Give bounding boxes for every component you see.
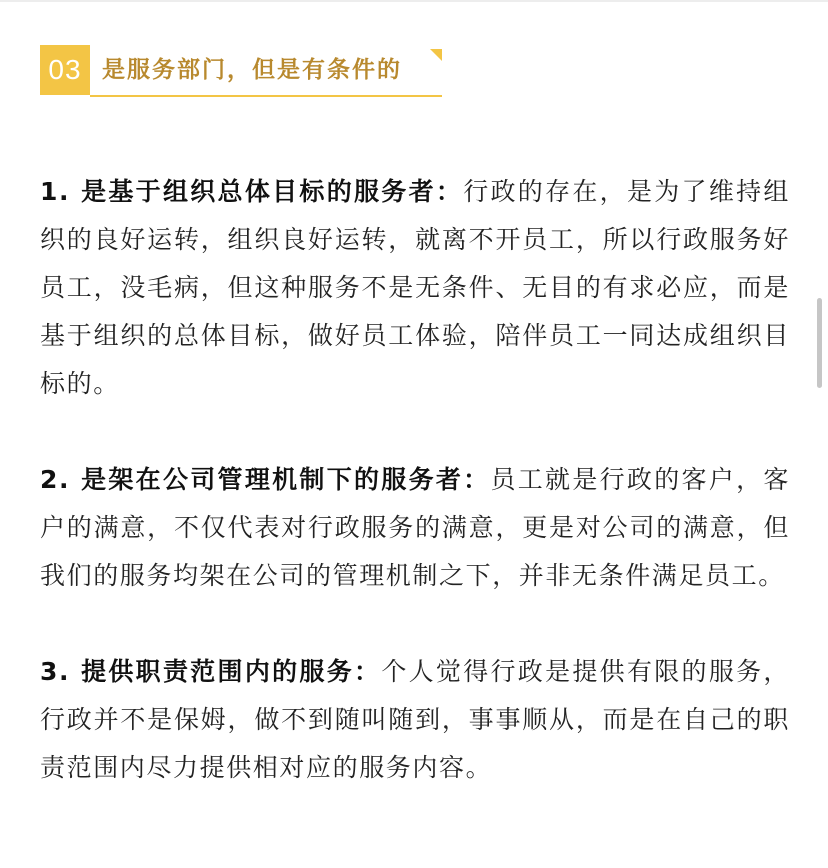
point-lead-2: 2. 是架在公司管理机制下的服务者：: [40, 465, 491, 494]
point-paragraph-2: [40, 456, 790, 600]
point-lead-3: 3. 提供职责范围内的服务：: [40, 657, 382, 686]
point-body-3: 个人觉得行政是提供有限的服务，行政并不是保姆，做不到随叫随到，事事顺从，而是在自己的职责范围内尽力提供相对应的服务内容。: [40, 657, 790, 782]
article-content: [40, 168, 790, 840]
section-number-badge: 03: [40, 45, 90, 95]
section-title: 是服务部门，但是有条件的: [102, 57, 402, 83]
point-paragraph-3: [40, 648, 790, 792]
vertical-scrollbar[interactable]: [817, 298, 822, 388]
section-header: [40, 45, 442, 97]
point-lead-1: 1. 是基于组织总体目标的服务者：: [40, 177, 464, 206]
top-divider: [0, 0, 828, 2]
section-underline: [90, 95, 442, 97]
corner-triangle-icon: [430, 49, 442, 61]
point-paragraph-1: [40, 168, 790, 408]
point-body-1: 行政的存在，是为了维持组织的良好运转，组织良好运转，就离不开员工，所以行政服务好员工，没毛病，但这种服务不是无条件、无目的有求必应，而是基于组织的总体目标，做好员工体验，陪伴员工一同达成组织目标的。: [40, 177, 791, 398]
point-body-2: 员工就是行政的客户，客户的满意，不仅代表对行政服务的满意，更是对公司的满意，但我们的服务均架在公司的管理机制之下，并非无条件满足员工。: [40, 465, 790, 590]
